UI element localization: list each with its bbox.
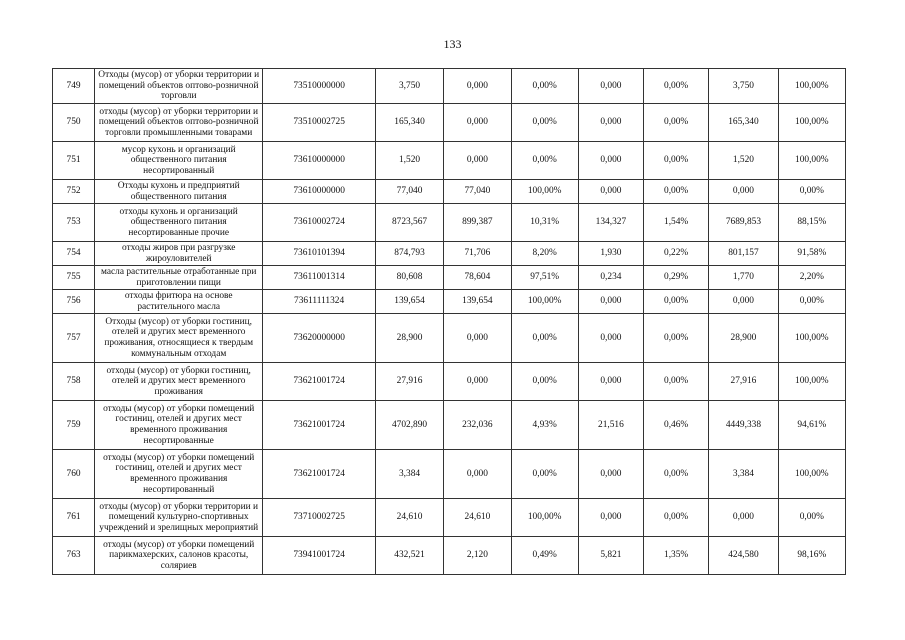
- percent-2-cell: 0,00%: [511, 363, 578, 401]
- table-row: [53, 69, 846, 104]
- amount-2-cell: 77,040: [444, 180, 511, 204]
- percent-2-cell: 100,00%: [511, 290, 578, 314]
- percent-4-cell: 98,16%: [778, 537, 845, 575]
- waste-code-cell: 73510002725: [263, 104, 376, 142]
- waste-code-cell: 73620000000: [263, 314, 376, 363]
- total-amount-cell: 8723,567: [375, 204, 443, 242]
- amount-3-cell: 1,930: [578, 242, 643, 266]
- waste-code-cell: 73611111324: [263, 290, 376, 314]
- amount-4-cell: 3,384: [709, 450, 778, 499]
- percent-3-cell: 1,35%: [644, 537, 709, 575]
- amount-3-cell: 0,000: [578, 69, 643, 104]
- percent-3-cell: 0,00%: [644, 180, 709, 204]
- amount-2-cell: 0,000: [444, 450, 511, 499]
- waste-name-cell: отходы (мусор) от уборки помещений парикмахерских, салонов красоты, соляриев: [95, 537, 263, 575]
- amount-2-cell: 0,000: [444, 69, 511, 104]
- amount-3-cell: 0,000: [578, 499, 643, 537]
- waste-name-cell: отходы (мусор) от уборки гостиниц, отелей и других мест временного проживания: [95, 363, 263, 401]
- percent-4-cell: 100,00%: [778, 450, 845, 499]
- row-number-cell: 761: [53, 499, 95, 537]
- amount-3-cell: 0,000: [578, 180, 643, 204]
- waste-name-cell: мусор кухонь и организаций общественного питания несортированный: [95, 142, 263, 180]
- amount-2-cell: 232,036: [444, 401, 511, 450]
- table-row: [53, 450, 846, 499]
- percent-2-cell: 8,20%: [511, 242, 578, 266]
- amount-3-cell: 0,000: [578, 290, 643, 314]
- waste-code-cell: 73610002724: [263, 204, 376, 242]
- percent-4-cell: 0,00%: [778, 290, 845, 314]
- waste-name-cell: отходы (мусор) от уборки помещений гостиниц, отелей и других мест временного проживания несортированные: [95, 401, 263, 450]
- percent-3-cell: 0,00%: [644, 290, 709, 314]
- waste-name-cell: Отходы (мусор) от уборки гостиниц, отелей и других мест временного проживания, относящиеся к твердым коммунальным отходам: [95, 314, 263, 363]
- amount-4-cell: 165,340: [709, 104, 778, 142]
- percent-3-cell: 0,29%: [644, 266, 709, 290]
- percent-3-cell: 0,00%: [644, 499, 709, 537]
- row-number-cell: 756: [53, 290, 95, 314]
- total-amount-cell: 28,900: [375, 314, 443, 363]
- total-amount-cell: 27,916: [375, 363, 443, 401]
- table-row: [53, 314, 846, 363]
- amount-2-cell: 899,387: [444, 204, 511, 242]
- percent-2-cell: 100,00%: [511, 499, 578, 537]
- table-row: [53, 363, 846, 401]
- percent-2-cell: 0,00%: [511, 142, 578, 180]
- amount-2-cell: 2,120: [444, 537, 511, 575]
- waste-name-cell: масла растительные отработанные при приготовлении пищи: [95, 266, 263, 290]
- waste-code-cell: 73610000000: [263, 142, 376, 180]
- amount-2-cell: 24,610: [444, 499, 511, 537]
- waste-name-cell: отходы фритюра на основе растительного масла: [95, 290, 263, 314]
- percent-2-cell: 97,51%: [511, 266, 578, 290]
- total-amount-cell: 139,654: [375, 290, 443, 314]
- row-number-cell: 752: [53, 180, 95, 204]
- percent-4-cell: 94,61%: [778, 401, 845, 450]
- waste-code-cell: 73621001724: [263, 363, 376, 401]
- percent-3-cell: 0,00%: [644, 314, 709, 363]
- percent-4-cell: 100,00%: [778, 69, 845, 104]
- percent-3-cell: 0,00%: [644, 104, 709, 142]
- waste-table: [52, 68, 846, 575]
- amount-2-cell: 0,000: [444, 363, 511, 401]
- row-number-cell: 749: [53, 69, 95, 104]
- amount-4-cell: 1,770: [709, 266, 778, 290]
- row-number-cell: 754: [53, 242, 95, 266]
- percent-4-cell: 100,00%: [778, 314, 845, 363]
- row-number-cell: 759: [53, 401, 95, 450]
- percent-2-cell: 100,00%: [511, 180, 578, 204]
- waste-name-cell: отходы жиров при разгрузке жироуловителей: [95, 242, 263, 266]
- amount-4-cell: 4449,338: [709, 401, 778, 450]
- page-number: 133: [443, 37, 462, 51]
- percent-2-cell: 0,00%: [511, 450, 578, 499]
- total-amount-cell: 3,384: [375, 450, 443, 499]
- percent-4-cell: 88,15%: [778, 204, 845, 242]
- amount-4-cell: 801,157: [709, 242, 778, 266]
- amount-2-cell: 0,000: [444, 314, 511, 363]
- percent-3-cell: 1,54%: [644, 204, 709, 242]
- waste-code-cell: 73621001724: [263, 450, 376, 499]
- percent-3-cell: 0,00%: [644, 142, 709, 180]
- amount-3-cell: 21,516: [578, 401, 643, 450]
- amount-4-cell: 27,916: [709, 363, 778, 401]
- amount-4-cell: 424,580: [709, 537, 778, 575]
- total-amount-cell: 874,793: [375, 242, 443, 266]
- total-amount-cell: 24,610: [375, 499, 443, 537]
- percent-2-cell: 0,00%: [511, 104, 578, 142]
- row-number-cell: 751: [53, 142, 95, 180]
- percent-4-cell: 2,20%: [778, 266, 845, 290]
- percent-2-cell: 4,93%: [511, 401, 578, 450]
- percent-3-cell: 0,00%: [644, 363, 709, 401]
- total-amount-cell: 3,750: [375, 69, 443, 104]
- total-amount-cell: 77,040: [375, 180, 443, 204]
- amount-2-cell: 78,604: [444, 266, 511, 290]
- amount-2-cell: 139,654: [444, 290, 511, 314]
- amount-3-cell: 0,234: [578, 266, 643, 290]
- row-number-cell: 757: [53, 314, 95, 363]
- waste-name-cell: отходы (мусор) от уборки территории и помещений культурно-спортивных учреждений и зрелищных мероприятий: [95, 499, 263, 537]
- table-row: [53, 266, 846, 290]
- percent-4-cell: 100,00%: [778, 142, 845, 180]
- table-row: [53, 204, 846, 242]
- waste-code-cell: 73611001314: [263, 266, 376, 290]
- amount-3-cell: 0,000: [578, 314, 643, 363]
- row-number-cell: 760: [53, 450, 95, 499]
- percent-4-cell: 100,00%: [778, 104, 845, 142]
- percent-3-cell: 0,00%: [644, 69, 709, 104]
- row-number-cell: 753: [53, 204, 95, 242]
- table-row: [53, 537, 846, 575]
- amount-4-cell: 0,000: [709, 290, 778, 314]
- table-row: [53, 104, 846, 142]
- row-number-cell: 750: [53, 104, 95, 142]
- amount-4-cell: 3,750: [709, 69, 778, 104]
- waste-name-cell: Отходы (мусор) от уборки территории и помещений объектов оптово-розничной торговли: [95, 69, 263, 104]
- table-row: [53, 290, 846, 314]
- amount-3-cell: 134,327: [578, 204, 643, 242]
- table-row: [53, 142, 846, 180]
- percent-3-cell: 0,00%: [644, 450, 709, 499]
- total-amount-cell: 165,340: [375, 104, 443, 142]
- row-number-cell: 758: [53, 363, 95, 401]
- table-row: [53, 180, 846, 204]
- percent-2-cell: 0,00%: [511, 69, 578, 104]
- percent-3-cell: 0,22%: [644, 242, 709, 266]
- total-amount-cell: 1,520: [375, 142, 443, 180]
- amount-4-cell: 7689,853: [709, 204, 778, 242]
- waste-name-cell: отходы кухонь и организаций общественного питания несортированные прочие: [95, 204, 263, 242]
- total-amount-cell: 80,608: [375, 266, 443, 290]
- percent-4-cell: 0,00%: [778, 180, 845, 204]
- amount-4-cell: 0,000: [709, 499, 778, 537]
- percent-4-cell: 0,00%: [778, 499, 845, 537]
- amount-2-cell: 71,706: [444, 242, 511, 266]
- amount-2-cell: 0,000: [444, 104, 511, 142]
- amount-2-cell: 0,000: [444, 142, 511, 180]
- total-amount-cell: 432,521: [375, 537, 443, 575]
- amount-4-cell: 28,900: [709, 314, 778, 363]
- percent-4-cell: 100,00%: [778, 363, 845, 401]
- table-row: [53, 242, 846, 266]
- table-row: [53, 401, 846, 450]
- amount-3-cell: 0,000: [578, 450, 643, 499]
- amount-3-cell: 0,000: [578, 104, 643, 142]
- total-amount-cell: 4702,890: [375, 401, 443, 450]
- row-number-cell: 763: [53, 537, 95, 575]
- percent-2-cell: 0,00%: [511, 314, 578, 363]
- amount-4-cell: 0,000: [709, 180, 778, 204]
- amount-3-cell: 5,821: [578, 537, 643, 575]
- waste-code-cell: 73621001724: [263, 401, 376, 450]
- percent-2-cell: 0,49%: [511, 537, 578, 575]
- percent-3-cell: 0,46%: [644, 401, 709, 450]
- percent-2-cell: 10,31%: [511, 204, 578, 242]
- waste-code-cell: 73510000000: [263, 69, 376, 104]
- waste-code-cell: 73710002725: [263, 499, 376, 537]
- table-body: [53, 69, 846, 575]
- table-row: [53, 499, 846, 537]
- percent-4-cell: 91,58%: [778, 242, 845, 266]
- amount-3-cell: 0,000: [578, 363, 643, 401]
- waste-code-cell: 73610101394: [263, 242, 376, 266]
- row-number-cell: 755: [53, 266, 95, 290]
- waste-name-cell: Отходы кухонь и предприятий общественного питания: [95, 180, 263, 204]
- waste-name-cell: отходы (мусор) от уборки территории и помещений объектов оптово-розничной торговли промышленными товарами: [95, 104, 263, 142]
- amount-3-cell: 0,000: [578, 142, 643, 180]
- amount-4-cell: 1,520: [709, 142, 778, 180]
- waste-code-cell: 73610000000: [263, 180, 376, 204]
- waste-code-cell: 73941001724: [263, 537, 376, 575]
- waste-name-cell: отходы (мусор) от уборки помещений гостиниц, отелей и других мест временного проживания несортированный: [95, 450, 263, 499]
